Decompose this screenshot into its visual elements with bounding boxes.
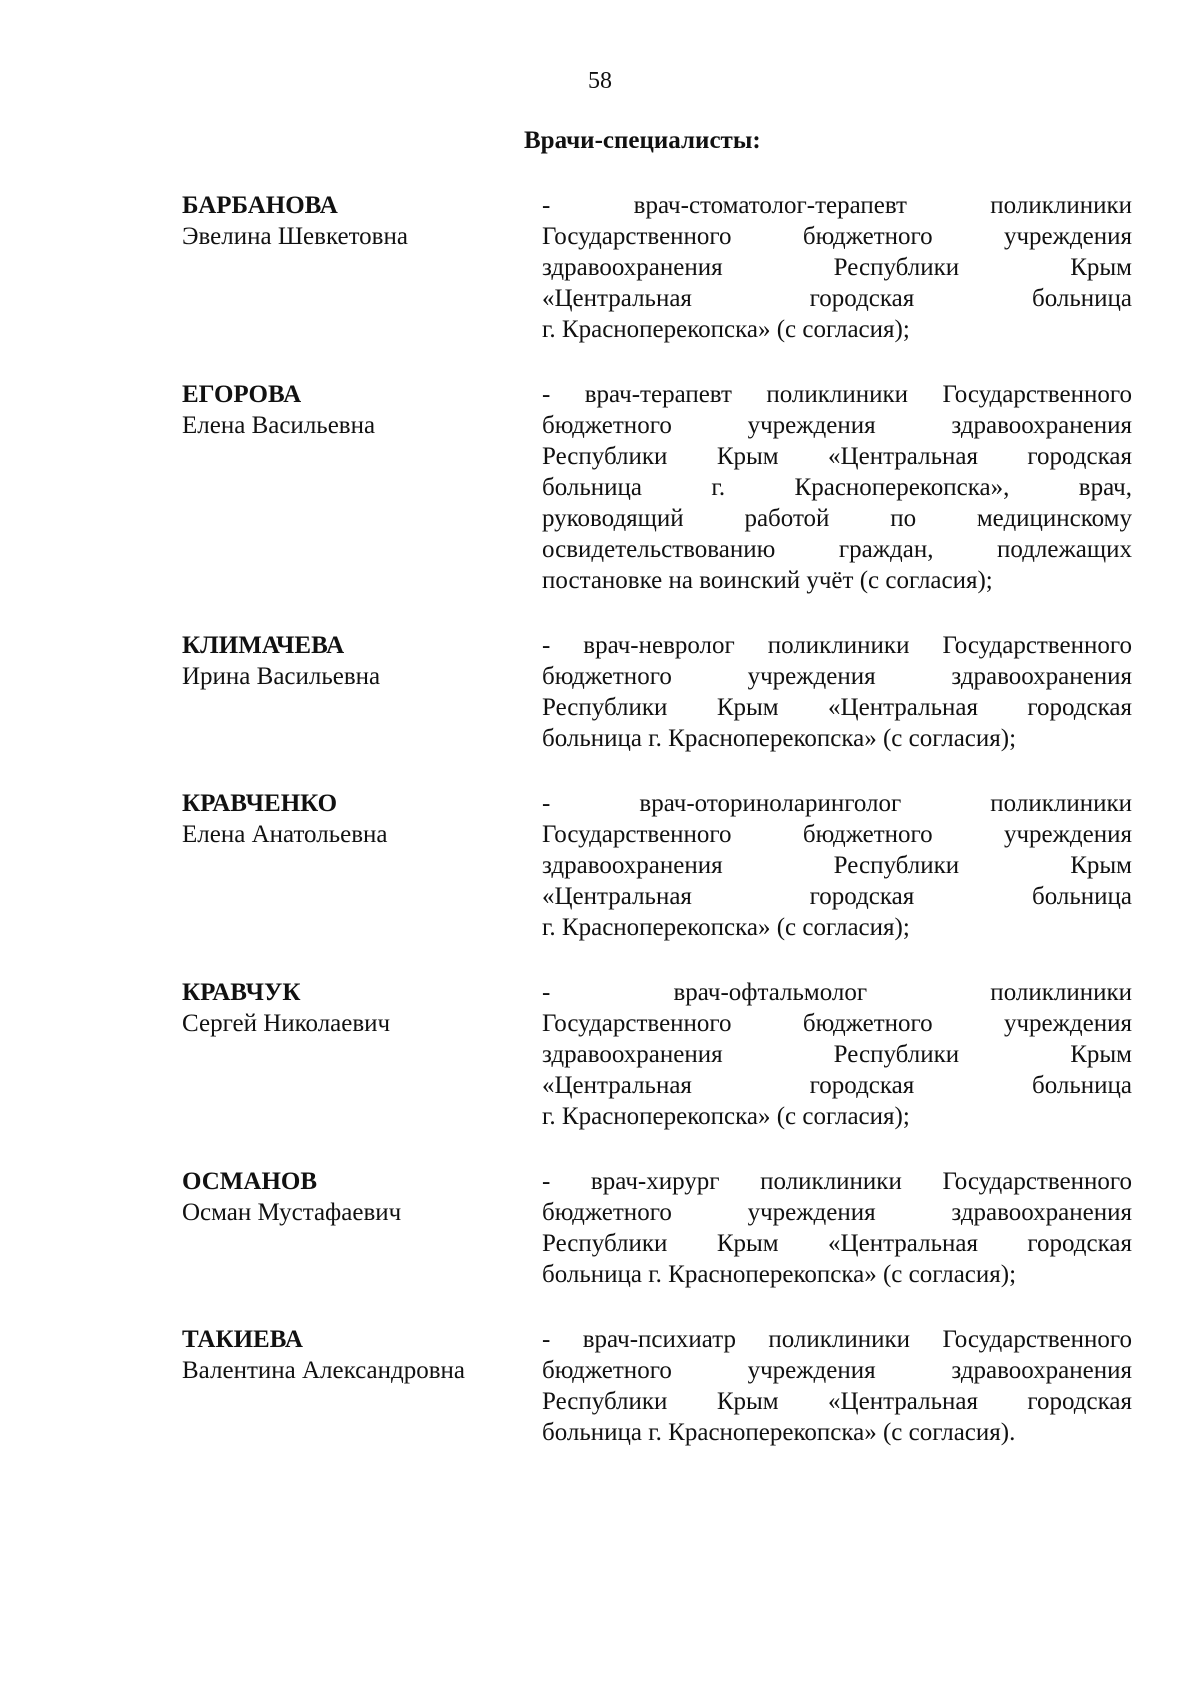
position-description (542, 1166, 1132, 1290)
description-line: «Центральная городская больница (542, 285, 1132, 312)
person-name (182, 190, 522, 252)
given-names: Елена Васильевна (182, 412, 376, 439)
surname: ТАКИЕВА (182, 1326, 303, 1353)
person-name (182, 630, 522, 692)
description-line: бюджетного учреждения здравоохранения (542, 1357, 1132, 1384)
description-line: постановке на воинский учёт (с согласия); (542, 567, 993, 594)
person-name (182, 977, 522, 1039)
description-line: - врач-невролог поликлиники Государственного (542, 632, 1132, 659)
given-names: Осман Мустафаевич (182, 1199, 402, 1226)
person-name (182, 1166, 522, 1228)
description-line: бюджетного учреждения здравоохранения (542, 412, 1132, 439)
description-line: руководящий работой по медицинскому (542, 505, 1132, 532)
description-line: Государственного бюджетного учреждения (542, 1010, 1132, 1037)
description-line: - врач-стоматолог-терапевт поликлиники (542, 192, 1132, 219)
description-line: Государственного бюджетного учреждения (542, 223, 1132, 250)
person-name (182, 1324, 522, 1386)
description-line: Республики Крым «Центральная городская (542, 1230, 1132, 1257)
description-line: г. Красноперекопска» (с согласия); (542, 914, 910, 941)
given-names: Эвелина Шевкетовна (182, 223, 408, 250)
specialist-entry (182, 630, 1132, 754)
description-line: больница г. Красноперекопска» (с согласия); (542, 725, 1017, 752)
description-line: - врач-хирург поликлиники Государственного (542, 1168, 1132, 1195)
position-description (542, 630, 1132, 754)
description-line: - врач-психиатр поликлиники Государственного (542, 1326, 1132, 1353)
description-line: - врач-офтальмолог поликлиники (542, 979, 1132, 1006)
description-line: здравоохранения Республики Крым (542, 852, 1132, 879)
surname: КРАВЧУК (182, 979, 301, 1006)
description-line: здравоохранения Республики Крым (542, 1041, 1132, 1068)
person-name (182, 379, 522, 441)
person-name (182, 788, 522, 850)
description-line: бюджетного учреждения здравоохранения (542, 1199, 1132, 1226)
given-names: Сергей Николаевич (182, 1010, 391, 1037)
given-names: Валентина Александровна (182, 1357, 465, 1384)
surname: ЕГОРОВА (182, 381, 302, 408)
description-line: Республики Крым «Центральная городская (542, 443, 1132, 470)
description-line: бюджетного учреждения здравоохранения (542, 663, 1132, 690)
position-description (542, 977, 1132, 1132)
description-line: больница г. Красноперекопска» (с согласия); (542, 1261, 1017, 1288)
description-line: больница г. Красноперекопска» (с согласия). (542, 1419, 1016, 1446)
description-line: Республики Крым «Центральная городская (542, 694, 1132, 721)
section-title: Врачи-специалисты: (524, 127, 761, 154)
description-line: - врач-оториноларинголог поликлиники (542, 790, 1132, 817)
given-names: Ирина Васильевна (182, 663, 381, 690)
position-description (542, 1324, 1132, 1448)
specialist-entry (182, 788, 1132, 943)
specialist-entry (182, 379, 1132, 596)
description-line: г. Красноперекопска» (с согласия); (542, 316, 910, 343)
description-line: «Центральная городская больница (542, 1072, 1132, 1099)
description-line: здравоохранения Республики Крым (542, 254, 1132, 281)
description-line: освидетельствованию граждан, подлежащих (542, 536, 1132, 563)
description-line: г. Красноперекопска» (с согласия); (542, 1103, 910, 1130)
position-description (542, 788, 1132, 943)
specialist-entry (182, 190, 1132, 345)
position-description (542, 190, 1132, 345)
position-description (542, 379, 1132, 596)
surname: ОСМАНОВ (182, 1168, 318, 1195)
description-line: Республики Крым «Центральная городская (542, 1388, 1132, 1415)
specialist-list (182, 190, 1132, 1448)
specialist-entry (182, 977, 1132, 1132)
specialist-entry (182, 1166, 1132, 1290)
description-line: Государственного бюджетного учреждения (542, 821, 1132, 848)
description-line: - врач-терапевт поликлиники Государственного (542, 381, 1132, 408)
page-number: 58 (588, 68, 612, 94)
description-line: больница г. Красноперекопска», врач, (542, 474, 1132, 501)
specialist-entry (182, 1324, 1132, 1448)
surname: КЛИМАЧЕВА (182, 632, 345, 659)
surname: КРАВЧЕНКО (182, 790, 338, 817)
surname: БАРБАНОВА (182, 192, 338, 219)
given-names: Елена Анатольевна (182, 821, 388, 848)
description-line: «Центральная городская больница (542, 883, 1132, 910)
